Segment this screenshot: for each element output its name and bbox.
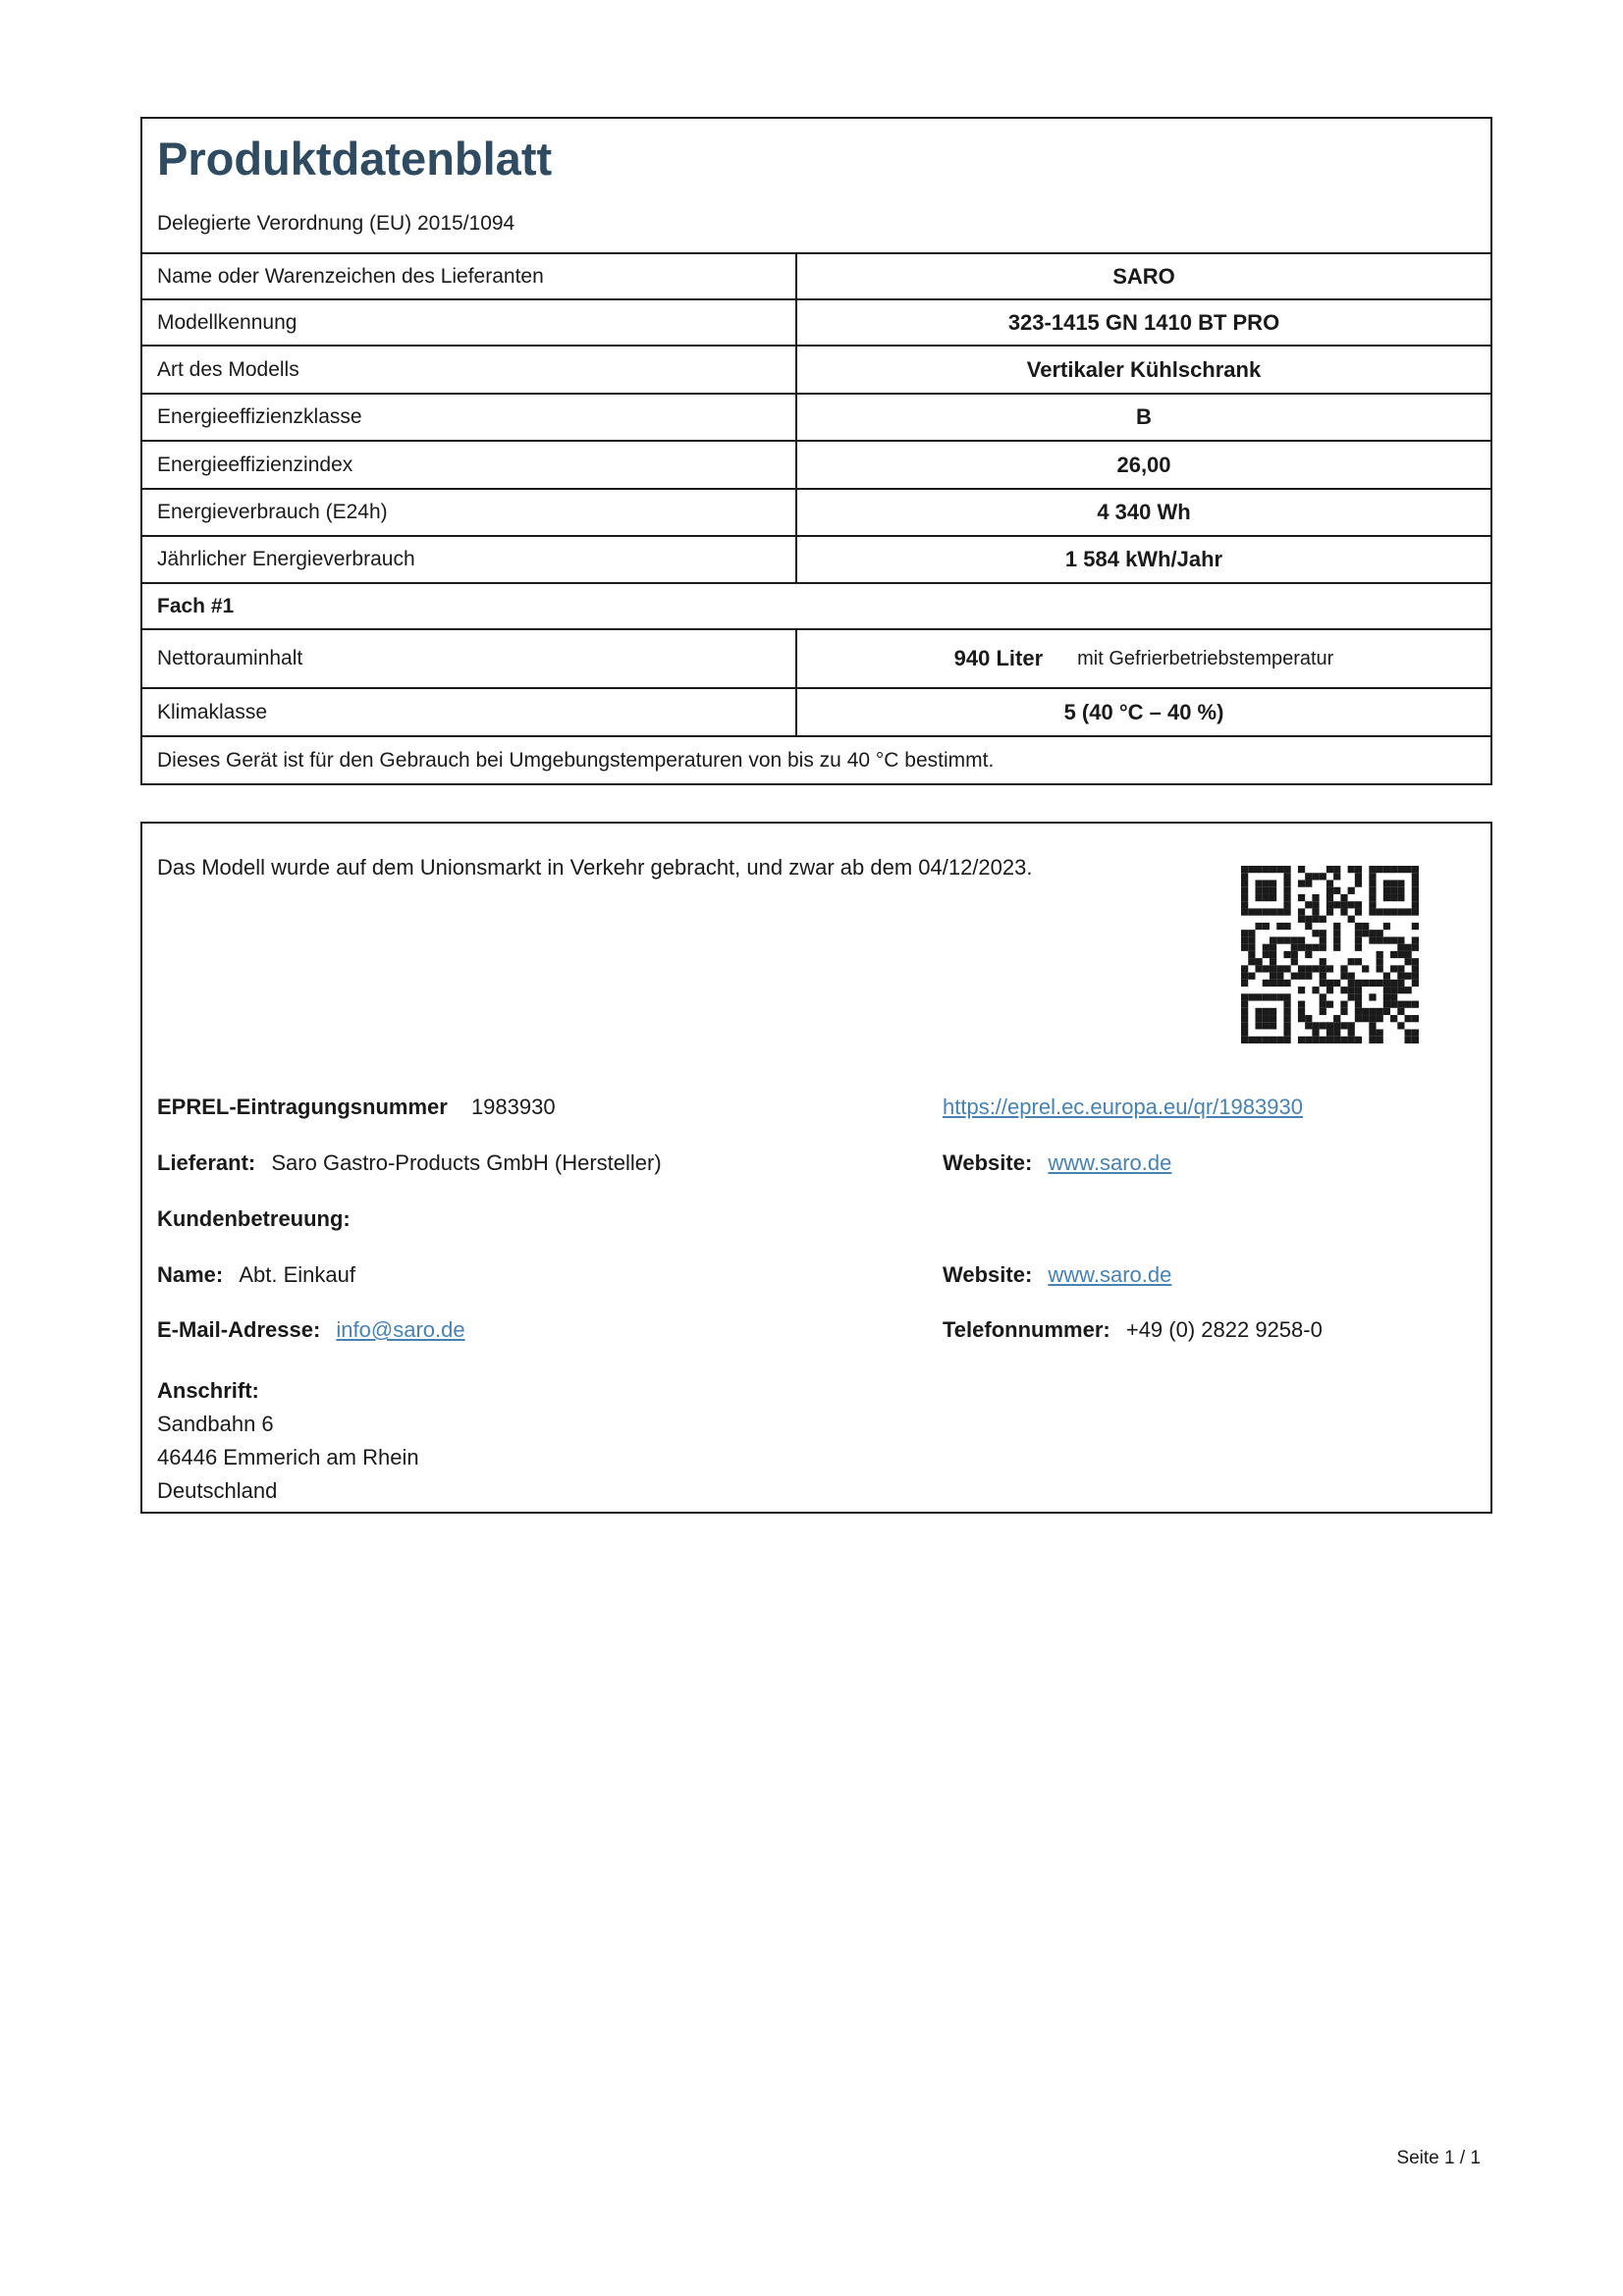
row-value: 1 584 kWh/Jahr	[1064, 547, 1223, 571]
datasheet-table	[140, 117, 1492, 785]
supplier-row	[157, 1150, 662, 1176]
table-row	[142, 537, 1490, 584]
row-value: Vertikaler Kühlschrank	[1026, 356, 1262, 382]
row-value: SARO	[1112, 263, 1175, 289]
address-line: Sandbahn 6	[157, 1412, 274, 1436]
website-row	[943, 1150, 1171, 1176]
website-row-2	[943, 1262, 1171, 1288]
ambient-temperature-note: Dieses Gerät ist für den Gebrauch bei Umgebungstemperaturen von bis zu 40 °C bestimmt.	[157, 748, 995, 772]
row-label: Modellkennung	[142, 300, 797, 345]
contact-name-value: Abt. Einkauf	[239, 1262, 356, 1287]
row-label: Energieeffizienzindex	[142, 442, 797, 488]
table-row	[142, 347, 1490, 395]
eprel-label: EPREL-Eintragungsnummer	[157, 1095, 448, 1119]
eprel-url-link[interactable]: https://eprel.ec.europa.eu/qr/1983930	[943, 1095, 1303, 1119]
table-row	[142, 254, 1490, 300]
footnote-row	[142, 737, 1490, 783]
website-link-2[interactable]: www.saro.de	[1048, 1262, 1172, 1287]
eprel-row	[157, 1095, 556, 1120]
title-cell	[142, 119, 1490, 254]
phone-label: Telefonnummer:	[943, 1317, 1110, 1342]
address-line: Deutschland	[157, 1478, 278, 1503]
row-value: 5 (40 °C – 40 %)	[1063, 699, 1224, 724]
info-box	[140, 822, 1492, 1514]
table-row	[142, 395, 1490, 442]
eprel-number: 1983930	[470, 1095, 556, 1119]
email-row	[157, 1317, 465, 1343]
table-row	[142, 630, 1490, 689]
table-row	[142, 442, 1490, 490]
row-label: Nettorauminhalt	[142, 630, 797, 687]
website-link[interactable]: www.saro.de	[1048, 1150, 1172, 1175]
row-value: B	[1136, 404, 1152, 429]
qr-code	[1241, 866, 1419, 1043]
website-label-2: Website:	[943, 1262, 1033, 1287]
email-label: E-Mail-Adresse:	[157, 1317, 321, 1342]
section-header: Fach #1	[157, 594, 235, 617]
net-volume-suffix: mit Gefrierbetriebstemperatur	[1077, 647, 1334, 669]
row-label: Klimaklasse	[142, 689, 797, 735]
net-volume-value: 940 Liter	[953, 646, 1044, 670]
address-line: 46446 Emmerich am Rhein	[157, 1445, 419, 1469]
row-value: 26,00	[1116, 452, 1171, 477]
supplier-label: Lieferant:	[157, 1150, 256, 1175]
phone-row	[943, 1317, 1323, 1343]
website-label: Website:	[943, 1150, 1033, 1175]
address-label: Anschrift:	[157, 1378, 259, 1403]
row-label: Energieverbrauch (E24h)	[142, 490, 797, 535]
contact-name-label: Name:	[157, 1262, 224, 1287]
row-value: 323-1415 GN 1410 BT PRO	[1007, 309, 1280, 335]
email-link[interactable]: info@saro.de	[336, 1317, 465, 1342]
section-header-row	[142, 584, 1490, 630]
market-statement: Das Modell wurde auf dem Unionsmarkt in Verkehr gebracht, und zwar ab dem 04/12/2023.	[157, 855, 1033, 880]
phone-value: +49 (0) 2822 9258-0	[1125, 1317, 1323, 1342]
row-value	[797, 630, 1490, 687]
row-value: 4 340 Wh	[1097, 500, 1191, 524]
contact-name-row	[157, 1262, 355, 1288]
page-number: Seite 1 / 1	[1396, 2148, 1481, 2168]
table-row	[142, 490, 1490, 537]
regulation-subtitle: Delegierte Verordnung (EU) 2015/1094	[157, 212, 515, 236]
page-title: Produktdatenblatt	[157, 133, 553, 185]
table-row	[142, 300, 1490, 347]
supplier-value: Saro Gastro-Products GmbH (Hersteller)	[271, 1150, 662, 1175]
row-label: Energieeffizienzklasse	[142, 395, 797, 440]
eprel-link-wrap	[943, 1095, 1303, 1120]
address-block	[157, 1374, 419, 1508]
row-label: Name oder Warenzeichen des Lieferanten	[142, 254, 797, 298]
row-label: Jährlicher Energieverbrauch	[142, 537, 797, 582]
support-heading: Kundenbetreuung:	[157, 1206, 351, 1231]
table-row	[142, 689, 1490, 737]
row-label: Art des Modells	[142, 347, 797, 393]
